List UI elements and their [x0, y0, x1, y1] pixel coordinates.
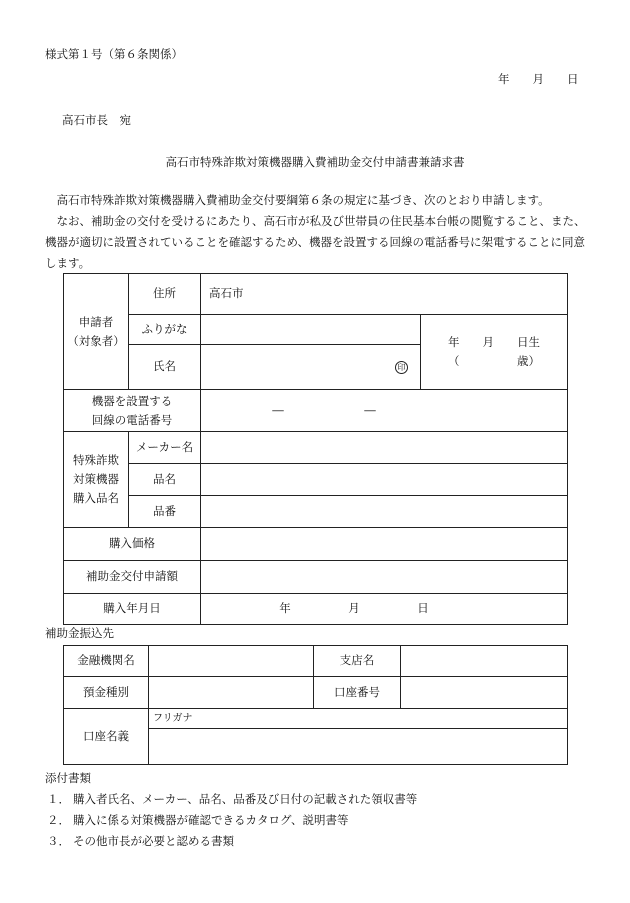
model-field[interactable] [201, 496, 568, 528]
address-label: 住所 [129, 274, 201, 315]
model-label: 品番 [129, 496, 201, 528]
bank-section-heading: 補助金振込先 [45, 626, 114, 640]
list-item: ３． その他市長が必要と認める書類 [47, 834, 234, 848]
applicant-table [63, 273, 568, 625]
purchase-date-field[interactable]: 年 月 日 [201, 594, 568, 625]
account-holder-furigana-field[interactable]: フリガナ [149, 709, 568, 729]
maker-field[interactable] [201, 432, 568, 464]
account-number-label: 口座番号 [314, 677, 401, 709]
branch-label: 支店名 [314, 646, 401, 677]
price-field[interactable] [201, 528, 568, 561]
device-label: 特殊詐欺 対策機器 購入品名 [64, 432, 129, 528]
product-label: 品名 [129, 464, 201, 496]
submission-date: 年 月 日 [498, 72, 579, 86]
address-field[interactable]: 高石市 [201, 274, 568, 315]
furigana-label: ふりがな [129, 315, 201, 345]
product-field[interactable] [201, 464, 568, 496]
bank-name-label: 金融機関名 [64, 646, 149, 677]
phone-label: 機器を設置する 回線の電話番号 [64, 390, 201, 432]
consent-paragraph-2: なお、補助金の交付を受けるにあたり、高石市が私及び世帯員の住民基本台帳の閲覧すること、また、機器が適切に設置されていることを確認するため、機器を設置する回線の電話番号に架電することに同意します。 [45, 214, 586, 270]
furigana-field[interactable] [201, 315, 421, 345]
price-label: 購入価格 [64, 528, 201, 561]
applicant-label: 申請者 （対象者） [64, 274, 129, 390]
purchase-date-label: 購入年月日 [64, 594, 201, 625]
bank-name-field[interactable] [149, 646, 314, 677]
account-holder-label: 口座名義 [64, 709, 149, 765]
name-label: 氏名 [129, 345, 201, 390]
birthdate-field[interactable]: 年 月 日生 （ 歳） [421, 315, 568, 390]
addressee: 高石市長 宛 [62, 113, 131, 127]
name-field[interactable] [201, 345, 421, 390]
list-item: ２． 購入に係る対策機器が確認できるカタログ、説明書等 [47, 813, 349, 827]
subsidy-amount-label: 補助金交付申請額 [64, 561, 201, 594]
account-type-field[interactable] [149, 677, 314, 709]
maker-label: メーカー名 [129, 432, 201, 464]
bank-table [63, 645, 568, 765]
account-number-field[interactable] [401, 677, 568, 709]
branch-field[interactable] [401, 646, 568, 677]
attachments-list [47, 789, 417, 852]
account-holder-field[interactable] [149, 729, 568, 765]
subsidy-amount-field[interactable] [201, 561, 568, 594]
seal-icon: 印 [395, 361, 408, 374]
consent-paragraph-1: 高石市特殊詐欺対策機器購入費補助金交付要綱第６条の規定に基づき、次のとおり申請します。 [56, 193, 550, 207]
account-type-label: 預金種別 [64, 677, 149, 709]
attachments-heading: 添付書類 [45, 771, 91, 785]
form-number: 様式第１号（第６条関係） [45, 47, 183, 61]
phone-field[interactable]: ― ― [201, 390, 568, 432]
document-title: 高石市特殊詐欺対策機器購入費補助金交付申請書兼請求書 [165, 155, 465, 169]
list-item: １． 購入者氏名、メーカー、品名、品番及び日付の記載された領収書等 [47, 792, 418, 806]
